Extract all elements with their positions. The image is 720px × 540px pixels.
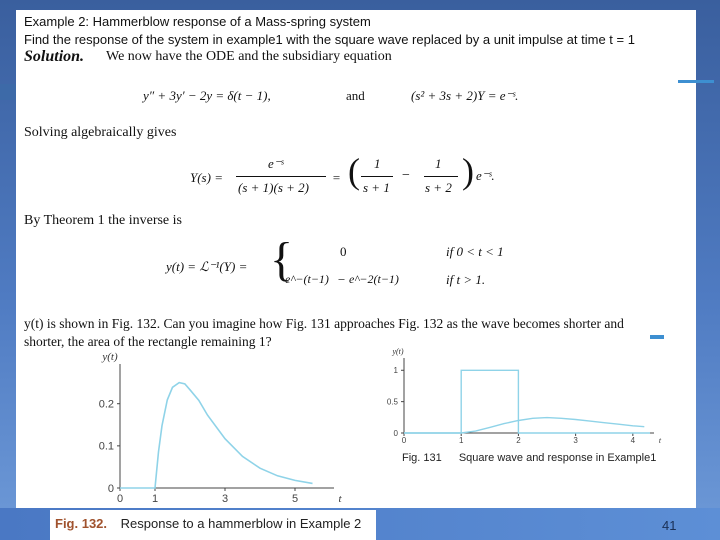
- y-axis-label: y(t): [102, 352, 118, 363]
- Ys-denominator: (s + 1)(s + 2): [238, 180, 309, 195]
- pf-num1: 1: [374, 156, 381, 171]
- case2-minus: −: [337, 272, 346, 287]
- x-tick-label: 0: [401, 436, 407, 445]
- series-line-2: [404, 418, 644, 433]
- fig131-caption-label: Fig. 131: [402, 452, 442, 464]
- x-axis-label: t: [338, 493, 342, 505]
- and-word: and: [346, 88, 365, 103]
- paragraph-line-2: shorter, the area of the rectangle remaining 1?: [24, 334, 272, 349]
- Ys-numerator: e⁻ˢ: [268, 156, 284, 171]
- fig132-caption-text: Response to a hammerblow in Example 2: [120, 516, 362, 531]
- case2-condition: if t > 1.: [446, 272, 486, 287]
- y-tick-label: 0.2: [98, 398, 114, 411]
- fig132-caption: [55, 516, 361, 531]
- case1-condition: if 0 < t < 1: [446, 244, 504, 259]
- solution-label: Solution.: [24, 48, 85, 65]
- yt-lhs: y(t) = ℒ⁻¹(Y) =: [166, 259, 248, 274]
- solution-intro: We now have the ODE and the subsidiary equation: [106, 49, 392, 64]
- fig131-caption: [402, 452, 656, 464]
- Ys-fraction-bar: [236, 176, 326, 177]
- x-axis-label: t: [658, 436, 662, 445]
- fig132-chart: [80, 352, 380, 510]
- Ys-lhs: Y(s) =: [190, 170, 223, 185]
- x-tick-label: 3: [221, 493, 229, 505]
- pf-den2: s + 2: [425, 180, 452, 195]
- pf-minus: −: [402, 168, 410, 183]
- case1-value: 0: [340, 244, 347, 259]
- x-tick-label: 1: [458, 436, 464, 445]
- slide-subtitle: Find the response of the system in example1 with the square wave replaced by a unit impulse at time t = 1: [24, 32, 635, 47]
- paren-open: (: [348, 151, 360, 191]
- fig131-caption-text: Square wave and response in Example1: [458, 452, 657, 464]
- subsidiary-equation: (s² + 3s + 2)Y = e⁻ˢ.: [411, 88, 519, 103]
- piecewise-brace: {: [270, 233, 294, 286]
- y-axis-label: y(t): [392, 348, 404, 356]
- paragraph-line-1: y(t) is shown in Fig. 132. Can you imagine how Fig. 131 approaches Fig. 132 as the wave becomes shorter and: [24, 316, 624, 331]
- pf-bar1: [361, 176, 393, 177]
- paren-close: ): [462, 151, 474, 191]
- y-tick-label: 1: [393, 366, 398, 376]
- y-tick-label: 0: [107, 482, 114, 495]
- y-tick-label: 0: [393, 428, 398, 438]
- Ys-equals: =: [332, 170, 341, 185]
- y-tick-label: 0.5: [386, 397, 398, 407]
- x-tick-label: 5: [291, 493, 299, 505]
- x-tick-label: 1: [151, 493, 159, 505]
- x-tick-label: 3: [573, 436, 578, 445]
- fig131-chart: [380, 348, 670, 450]
- y-tick-label: 0.1: [98, 440, 114, 453]
- x-tick-label: 2: [516, 436, 521, 445]
- accent-bar-right: [650, 335, 664, 339]
- x-tick-label: 4: [630, 436, 636, 445]
- accent-line-top: [678, 80, 714, 83]
- solving-line: Solving algebraically gives: [24, 125, 177, 140]
- case2-value-b: e^−2(t−1): [349, 272, 399, 286]
- page-number: 41: [662, 518, 677, 533]
- fig132-caption-label: Fig. 132.: [55, 516, 108, 531]
- pf-tail: e⁻ˢ.: [476, 168, 495, 183]
- series-line-1: [120, 383, 313, 488]
- slide-title: Example 2: Hammerblow response of a Mass-spring system: [24, 14, 371, 29]
- x-tick-label: 0: [116, 493, 124, 505]
- case2-value-a: e^−(t−1): [285, 272, 329, 286]
- pf-den1: s + 1: [363, 180, 390, 195]
- theorem-line: By Theorem 1 the inverse is: [24, 213, 182, 228]
- pf-bar2: [424, 176, 458, 177]
- pf-num2: 1: [435, 156, 442, 171]
- accent-block-left: [0, 84, 16, 100]
- ode-equation: y″ + 3y′ − 2y = δ(t − 1),: [143, 88, 271, 103]
